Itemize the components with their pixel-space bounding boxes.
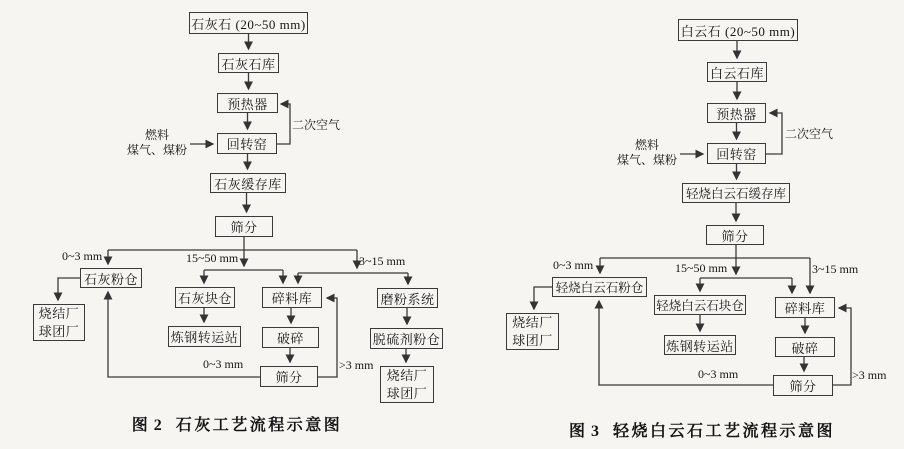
fig3-lump-bin-box xyxy=(654,295,746,315)
fig2-oversize-loop xyxy=(318,298,337,377)
fig3-size-coarse-label: 3~15 mm xyxy=(812,262,859,276)
fig2-mill-system-label: 磨粉系统 xyxy=(380,291,435,307)
fig3-scrap-store-box xyxy=(775,297,835,318)
fig3-feed-label: 白云石 (20~50 mm) xyxy=(680,23,796,39)
fig2-powder-bin-label: 石灰粉仓 xyxy=(83,271,138,287)
fig2-powder-to-sinter xyxy=(58,278,80,300)
fig2-desulf-bin-box xyxy=(370,328,443,349)
fig2-size-coarse-label: 3~15 mm xyxy=(359,254,406,268)
fig2-transfer-station-label: 炼钢转运站 xyxy=(170,330,239,345)
fig3-oversize-loop xyxy=(833,308,851,385)
fig2-lump-bin-box xyxy=(175,287,235,308)
fig2-lump-bin-label: 石灰块仓 xyxy=(177,291,232,306)
fig2-kiln-box xyxy=(217,133,277,154)
fig2-stone-store-label: 石灰石库 xyxy=(221,56,276,72)
fig3-size-return-fine-label: 0~3 mm xyxy=(698,367,739,381)
fig2-powder-dest-line1: 烧结厂 xyxy=(38,306,80,322)
fig3-powder-bin-box xyxy=(552,277,647,297)
fig3-powder-bin-label: 轻烧白云石粉仓 xyxy=(555,281,644,295)
fig2-powder-dest-box xyxy=(33,304,85,341)
fig3-stone-store-label: 白云石库 xyxy=(709,65,764,81)
fig2-screen-label: 筛分 xyxy=(230,220,258,235)
fig2-screen2-label: 筛分 xyxy=(275,370,303,385)
fig3-size-mid-label: 15~50 mm xyxy=(675,261,728,275)
fig3-screen2-box xyxy=(773,375,833,396)
fig2-mill-system-box xyxy=(377,288,438,308)
fig2-caption-title: 石灰工艺流程示意图 xyxy=(175,417,343,434)
fig2-fuel-label xyxy=(124,128,190,158)
fig3-buffer-store-box xyxy=(682,183,790,203)
fig2-powder-bin-box xyxy=(80,268,142,288)
fig2-preheater-label: 预热器 xyxy=(227,96,268,112)
fig2-secondary-air-loop xyxy=(277,104,290,144)
fig3-feed-box xyxy=(678,19,798,41)
fig3-screen-label: 筛分 xyxy=(721,228,749,244)
fig2-feed-label: 石灰石 (20~50 mm) xyxy=(191,16,306,32)
fig2-size-mid-label: 15~50 mm xyxy=(186,251,239,265)
fig2-size-fine-label: 0~3 mm xyxy=(62,249,103,263)
fig2-preheater-box xyxy=(217,93,278,113)
fig3-fuel-line2: 煤气、煤粉 xyxy=(616,153,677,167)
fig3-powder-to-sinter xyxy=(534,287,552,309)
fig3-powder-dest-line1: 烧结厂 xyxy=(512,315,553,331)
fig3-transfer-station-label: 炼钢转运站 xyxy=(666,338,734,354)
fig3-scrap-store-label: 碎料库 xyxy=(784,301,826,316)
fig2-screen2-box xyxy=(260,366,318,387)
fig2-fuel-line2: 煤气、煤粉 xyxy=(126,143,187,157)
fig3-crusher-label: 破碎 xyxy=(791,340,819,356)
fig3-caption xyxy=(522,418,882,441)
fig2-powder-dest-line2: 球团厂 xyxy=(38,323,80,339)
fig3-fuel-line1: 燃料 xyxy=(634,138,659,152)
fig3-secondary-air-loop xyxy=(766,113,782,154)
fig3-fuel-label xyxy=(614,138,680,168)
fig2-feed-box xyxy=(189,12,308,34)
fig2-secondary-air-label: 二次空气 xyxy=(292,118,341,132)
fig3-preheater-label: 预热器 xyxy=(716,106,757,122)
fig2-size-return-fine-label: 0~3 mm xyxy=(203,357,244,371)
fig3-caption-number: 图 3 xyxy=(568,423,600,440)
fig2-desulf-bin-label: 脱硫剂粉仓 xyxy=(372,332,441,347)
fig2-desulf-dest-line2: 球团厂 xyxy=(386,385,428,401)
fig2-transfer-station-box xyxy=(168,326,241,347)
fig2-desulf-dest-line1: 烧结厂 xyxy=(386,368,428,384)
fig3-crusher-box xyxy=(775,337,835,357)
fig3-kiln-label: 回转窑 xyxy=(716,147,757,162)
fig2-fuel-line1: 燃料 xyxy=(144,128,169,142)
fig3-caption-title: 轻烧白云石工艺流程示意图 xyxy=(613,423,836,440)
fig2-crusher-box xyxy=(262,327,319,348)
fig3-buffer-store-label: 轻烧白云石缓存库 xyxy=(685,187,786,201)
fig3-size-fine-label: 0~3 mm xyxy=(553,258,594,272)
fig3-screen-box xyxy=(706,225,764,245)
fig2-buffer-store-box xyxy=(210,173,286,193)
fig3-kiln-box xyxy=(707,143,766,164)
fig2-buffer-store-label: 石灰缓存库 xyxy=(214,176,282,192)
fig2-size-oversize-label: >3 mm xyxy=(339,358,374,372)
fig3-powder-dest-line2: 球团厂 xyxy=(512,332,553,348)
fig2-screen-box xyxy=(215,216,273,237)
fig2-crusher-label: 破碎 xyxy=(276,331,304,346)
fig2-kiln-label: 回转窑 xyxy=(226,137,268,152)
fig3-preheater-box xyxy=(707,103,766,123)
fig3-powder-dest-box xyxy=(506,313,559,350)
fig2-scrap-store-box xyxy=(262,287,322,308)
fig2-scrap-store-label: 碎料库 xyxy=(271,291,313,306)
fig3-stone-store-box xyxy=(707,62,767,82)
fig2-stone-store-box xyxy=(218,53,279,73)
fig3-lump-bin-label: 轻烧白云石块仓 xyxy=(656,299,744,313)
fig3-screen2-label: 筛分 xyxy=(789,379,817,394)
fig3-secondary-air-label: 二次空气 xyxy=(785,127,834,141)
fig3-size-oversize-label: >3 mm xyxy=(852,368,887,382)
fig2-caption xyxy=(57,412,417,435)
fig2-caption-number: 图 2 xyxy=(131,417,163,434)
fig3-transfer-station-box xyxy=(664,335,736,355)
fig2-desulf-dest-box xyxy=(380,366,434,403)
